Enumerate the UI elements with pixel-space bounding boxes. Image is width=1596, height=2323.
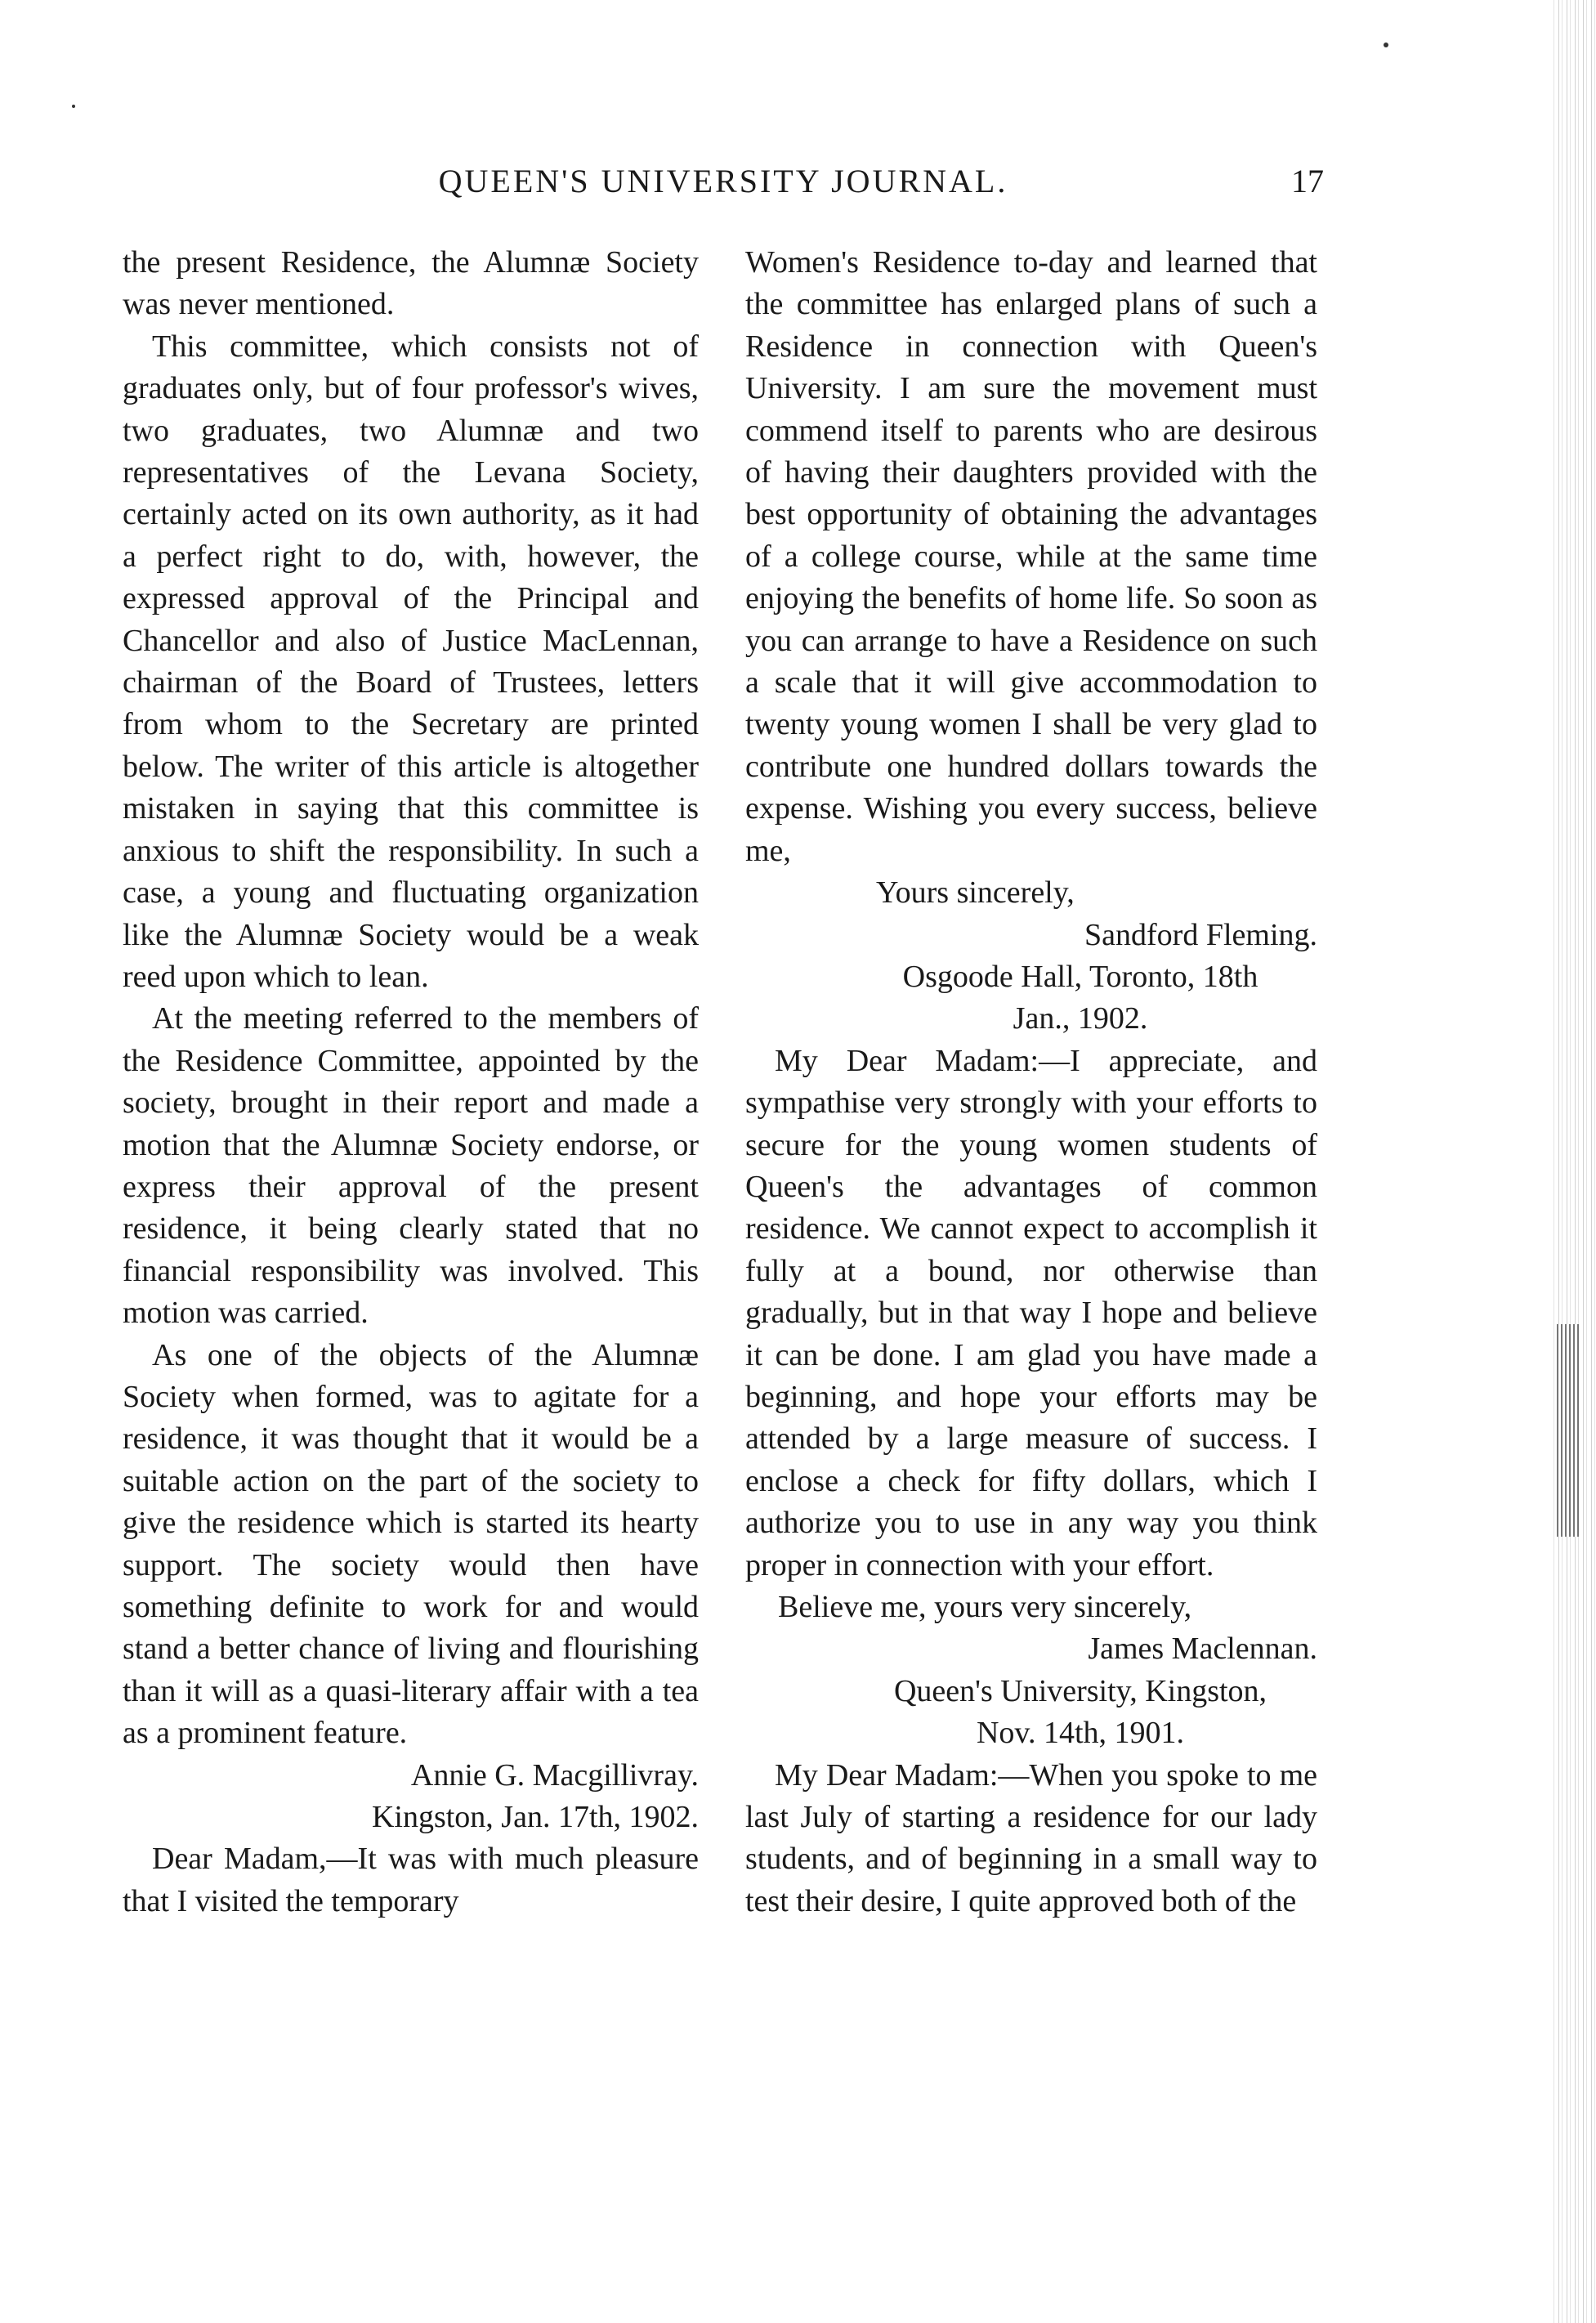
paragraph: My Dear Madam:—When you spoke to me last July of starting a residence for our lady students, and of beginning in a small way to test their desire, I quite approved both of the bbox=[745, 1757, 1317, 1918]
paragraph: Dear Madam,—It was with much pleasure that I visited the temporary bbox=[123, 1842, 699, 1918]
paragraph: Women's Residence to-day and learned that the committee has enlarged plans of such a Residence in connection with Queen's University. I am sure the movement must commend itself to parents who are desirous of having their daughters provided with the best opportunity of obtaining the advantages of a college course, while at the same time enjoying the benefits of home life. So soon as you can arrange to have a Residence on such a scale that it will give accommodation to twenty young women I shall be very glad to contribute one hundred dollars towards the expense. Wishing you every success, believe me, bbox=[745, 245, 1317, 868]
left-column bbox=[123, 242, 699, 1922]
right-column bbox=[745, 242, 1317, 1922]
page-edge-shadow bbox=[1551, 0, 1596, 2323]
scan-speck bbox=[1384, 43, 1388, 47]
letter-place-date: Kingston, Jan. 17th, 1902. bbox=[371, 1800, 699, 1835]
letter-place: Osgoode Hall, Toronto, 18th bbox=[902, 959, 1258, 994]
signature: Sandford Fleming. bbox=[1084, 917, 1317, 952]
paragraph: the present Residence, the Alumnæ Society was never mentioned. bbox=[123, 245, 699, 322]
paragraph: This committee, which consists not of graduates only, but of four professor's wives, two graduates, two Alumnæ and two representatives of the Levana Society, certainly acted on its own authority, as it had a perfect right to do, with, however, the expressed approval of the Principal and Chancellor and also of Justice MacLennan, chairman of the Board of Trustees, letters from whom to the Secretary are printed below. The writer of this article is altogether mistaken in saying that this committee is anxious to shift the responsibility. In such a case, a young and fluctuating organization like the Alumnæ Society would be a weak reed upon which to lean. bbox=[123, 329, 699, 994]
scan-speck bbox=[72, 105, 75, 108]
letter-date: Jan., 1902. bbox=[1013, 1001, 1148, 1036]
paragraph: My Dear Madam:—I appreciate, and sympathise very strongly with your efforts to secure for the young women students of Queen's the advantages of common residence. We cannot expect to accomplish it fully at a bound, nor otherwise than gradually, but in that way I hope and believe it can be done. I am glad you have made a beginning, and hope your efforts may be attended by a large measure of success. I enclose a check for fifty dollars, which I authorize you to use in any way you think proper in connection with your effort. bbox=[745, 1043, 1317, 1582]
signature: James Maclennan. bbox=[1088, 1631, 1317, 1667]
page-edge-binding bbox=[1557, 1324, 1580, 1537]
closing: Yours sincerely, bbox=[876, 875, 1075, 911]
page-number: 17 bbox=[1291, 163, 1324, 199]
letter-date: Nov. 14th, 1901. bbox=[976, 1716, 1185, 1751]
paragraph: As one of the objects of the Alumnæ Society when formed, was to agitate for a residence, it was thought that it would be a suitable action on the part of the society to give the residence which is started its hearty support. The society would then have something definite to work for and would stand a better chance of living and flourishing than it will as a quasi-literary affair with a tea as a prominent feature. bbox=[123, 1337, 699, 1751]
letter-place: Queen's University, Kingston, bbox=[893, 1673, 1267, 1708]
closing: Believe me, yours very sincerely, bbox=[778, 1590, 1192, 1624]
signature: Annie G. Macgillivray. bbox=[410, 1757, 699, 1793]
journal-title: QUEEN'S UNIVERSITY JOURNAL. bbox=[438, 163, 1008, 199]
running-header bbox=[123, 162, 1324, 211]
paragraph: At the meeting referred to the members of the Residence Committee, appointed by the society, brought in their report and made a motion that the Alumnæ Society endorse, or express their approval of the present residence, it being clearly stated that no financial responsibility was involved. This motion was carried. bbox=[123, 1001, 699, 1331]
